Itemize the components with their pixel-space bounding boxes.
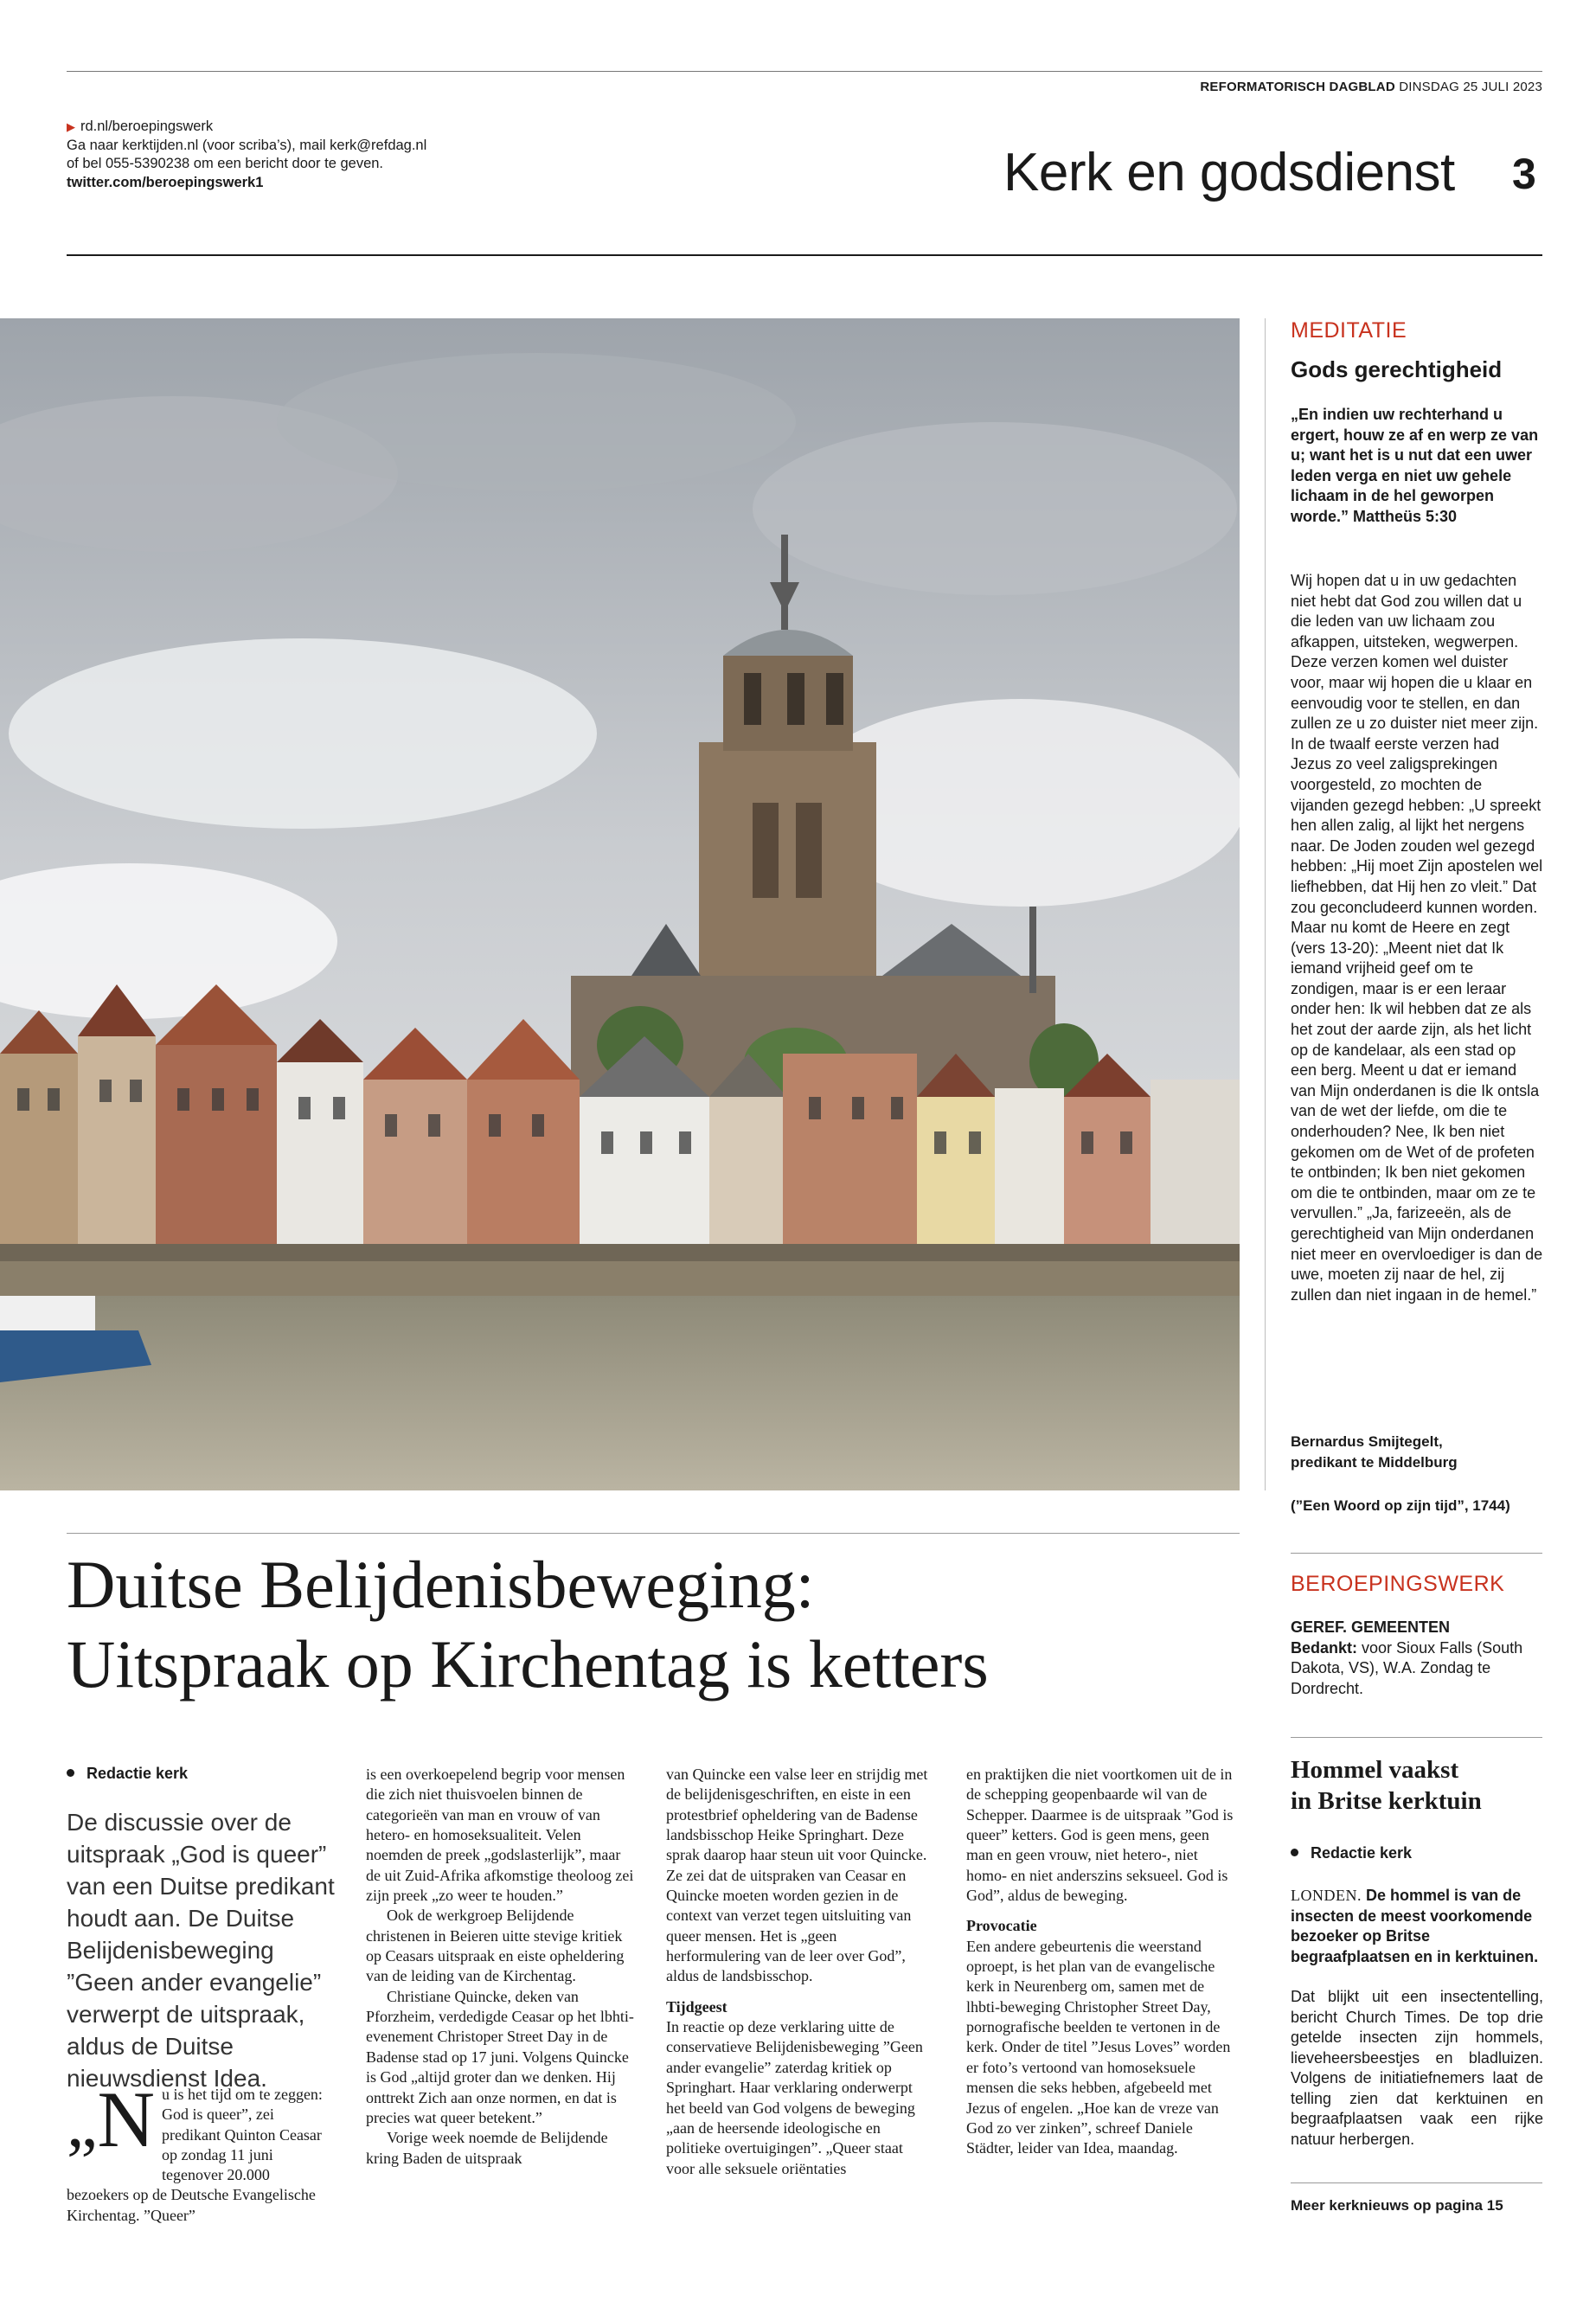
section-title: Kerk en godsdienst xyxy=(1003,143,1455,202)
hommel-title xyxy=(1291,1754,1543,1817)
bullet-icon xyxy=(1291,1849,1298,1856)
publication-line xyxy=(1200,80,1542,94)
hommel-body: Dat blijkt uit een insectentelling, bericht Church Times. De top drie getelde insecten zijn hommels, lieveheersbeestjes en bladluizen. Volgens de initiatiefnemers laat de telling zien dat kerktuinen en begraafplaatsen vaak een rijke natuur herbergen. xyxy=(1291,1988,1543,2148)
article-byline: Redactie kerk xyxy=(67,1765,188,1783)
article-rule xyxy=(67,1533,1240,1534)
beroepingswerk-kicker: BEROEPINGSWERK xyxy=(1291,1572,1505,1596)
paragraph: Christiane Quincke, deken van Pforzheim, verdedigde Ceasar op het lbhti-evenement Christoper Street Day in de Badense stad op 17 juni. Volgens Quincke is God „altijd groter dan we denken. Hij onttrekt Zich aan onze normen, en dat is precies wat queer betekent.” xyxy=(366,1987,634,2126)
sidebar-divider xyxy=(1265,318,1266,1490)
header-rule xyxy=(67,254,1542,256)
sidebar-rule xyxy=(1291,2182,1542,2183)
page-number: 3 xyxy=(1512,150,1536,198)
info-line-2: of bel 055-5390238 om een bericht door te geven. xyxy=(67,156,384,171)
article-intro: De discussie over de uitspraak „God is queer” van een Duitse predikant houdt aan. De Duitse Belijdenisbeweging ”Geen ander evangelie” verwerpt de uitspraak, aldus de Duitse nieuwsdienst Idea. xyxy=(67,1809,335,2092)
hommel-byline: Redactie kerk xyxy=(1291,1844,1412,1862)
column-1-text: u is het tijd om te zeggen: God is queer”, zei predikant Quinton Ceasar op zondag 11 juni tegenover 20.000 bezoekers op de Deutsche Evangelische Kirchentag. ”Queer” xyxy=(67,2086,323,2224)
meditatie-quote: „En indien uw rechterhand u ergert, houw ze af en werp ze van u; want het is u nut dat een uwer leden verga en niet uw gehele lichaam in de hel geworpen worde.” Mattheüs 5:30 xyxy=(1291,406,1539,525)
paragraph: Een andere gebeurtenis die weerstand oproept, is het plan van de evangelische kerk in Neurenberg om, samen met de lhbti-beweging Christopher Street Day, pornografische beelden te vertonen in de kerk. Onder de titel ”Jesus Loves” worden er foto’s vertoond van homoseksuele mensen die seks hebben, afgebeeld met Jezus of engelen. „Hoe kan de vreze van God zo ver zinken”, schreef Daniele Städter, leider van Idea, maandag. xyxy=(966,1937,1231,2157)
bullet-icon xyxy=(67,1769,74,1777)
author-role: predikant te Middelburg xyxy=(1291,1454,1458,1471)
paragraph: van Quincke een valse leer en strijdig met de belijdenisgeschriften, en eiste in een protestbrief opheldering van de Badense landsbisschop Heike Springhart. Deze sprak daarop haar steun uit voor Quincke. Ze zei dat de uitspraken van Ceasar en Quincke moeten worden gezien in de context van verzet tegen uitsluiting van queer mensen. Het is „geen herformulering van de leer over God”, aldus de landsbisschop. xyxy=(666,1766,928,1985)
lead-text: De hommel is van de insecten de meest voorkomende bezoeker op Britse begraafplaatsen en in kerktuinen. xyxy=(1291,1887,1539,1965)
meditatie-author xyxy=(1291,1432,1543,1473)
paragraph: Vorige week noemde de Belijdende kring Baden de uitspraak xyxy=(366,2129,608,2167)
article-column-4 xyxy=(966,1765,1234,2159)
sidebar-rule xyxy=(1291,1553,1542,1554)
meditatie-paragraph-1: Wij hopen dat u in uw gedachten niet hebt dat God zou willen dat u die leden van uw lichaam zou afkappen, uitsteken, wegwerpen. Deze verzen komen wel duister voor, maar wij hopen die u klaar en eenvoudig voor te stellen, en dan zullen ze u zo duister niet meer zijn. xyxy=(1291,572,1539,733)
publication-name: REFORMATORISCH DAGBLAD xyxy=(1200,80,1395,94)
hommel-lead xyxy=(1291,1886,1543,1967)
subheading: Tijdgeest xyxy=(666,1997,727,2016)
drop-cap: „N xyxy=(67,2075,155,2163)
sidebar-rule xyxy=(1291,1737,1542,1738)
article-column-3 xyxy=(666,1765,934,2179)
paragraph: Ook de werkgroep Belijdende christenen in Beieren uitte stevige kritiek op Ceasars uitspraak en eiste opheldering van de leiding van de Kirchentag. xyxy=(366,1907,625,1985)
meditatie-kicker: MEDITATIE xyxy=(1291,318,1407,343)
meditatie-title: Gods gerechtigheid xyxy=(1291,356,1503,382)
info-block xyxy=(67,118,551,192)
headline-line-2: Uitspraak op Kirchentag is ketters xyxy=(67,1626,989,1702)
status-label: Bedankt: xyxy=(1291,1638,1358,1657)
meditatie-paragraph-2: In de twaalf eerste verzen had Jezus zo veel zaligsprekingen voorgesteld, zo mochten de vijanden gezegd hebben: „U spreekt hen allen zalig, al lijkt het nergens naar. De Joden zouden wel gezegd hebben: „Hij moet Zijn apostelen wel liefhebben, dat Hij hen zo vleit.” Dat zou geconcludeerd kunnen worden. Maar nu komt de Heere en zegt (vers 13-20): „Meent niet dat Ik iemand vrijheid geef om te zondigen, maar is er een leraar onder hen: Ik wil hebben dat ze als het zout der aarde zijn, als het licht op de kandelaar, als een stad op een berg. Meent u dat er iemand van Mijn onderdanen is die Ik ontsla van de wet der liefde, om die te onderhouden? Nee, Ik ben niet gekomen om de Wet of de profeten te ontbinden; Ik ben niet gekomen om die te ontbinden, maar om ze te vervullen.” „Ja, farizeeën, als de gerechtigheid van Mijn onderdanen niet meer en overvloediger is dan de uwe, moeten zij naar de hel, zij zullen dan niet ingaan in de hemel.” xyxy=(1291,734,1543,1304)
publication-date: DINSDAG 25 JULI 2023 xyxy=(1399,80,1542,94)
church-name: GEREF. GEMEENTEN xyxy=(1291,1618,1451,1636)
dateline: LONDEN. xyxy=(1291,1887,1362,1904)
status-text: voor Sioux Falls (South Dakota, VS), W.A. Zondag te Dordrecht. xyxy=(1291,1638,1523,1697)
more-news-link[interactable]: Meer kerknieuws op pagina 15 xyxy=(1291,2197,1503,2214)
paragraph: In reactie op deze verklaring uitte de conservatieve Belijdenisbeweging ”Geen ander evangelie” zaterdag kritiek op Springhart. Haar verklaring onderwerpt het beeld van God volgens de beweging „aan de heersende ideologische en politieke overtuigingen”. „Queer staat voor alle seksuele oriëntaties xyxy=(666,2018,923,2177)
beroepingswerk-body xyxy=(1291,1618,1543,1699)
author-name: Bernardus Smijtegelt, xyxy=(1291,1433,1443,1450)
meditatie-body xyxy=(1291,571,1543,1305)
paragraph: en praktijken die niet voortkomen uit de in de schepping geopenbaarde wil van de Schepper. Daarmee is de uitspraak ”God is queer” ketters. God is geen mens, geen man en geen vrouw, niet hetero-, niet homo- en niet anderszins seksueel. God is God”, aldus de beweging. xyxy=(966,1766,1234,1905)
deventer-skyline-photo xyxy=(0,318,1240,1490)
info-link[interactable]: rd.nl/beroepingswerk xyxy=(80,119,214,134)
meditatie-source: (”Een Woord op zijn tijd”, 1744) xyxy=(1291,1497,1510,1514)
headline-line-1: Duitse Belijdenisbeweging: xyxy=(67,1547,815,1622)
twitter-link[interactable]: twitter.com/beroepingswerk1 xyxy=(67,174,264,190)
info-line-1: Ga naar kerktijden.nl (voor scriba’s), mail kerk@refdag.nl xyxy=(67,137,427,153)
article-headline xyxy=(67,1545,1240,1704)
paragraph: is een overkoepelend begrip voor mensen die zich niet thuisvoelen binnen de categorieën van man en vrouw of van hetero- en homoseksualiteit. Velen noemden de preek „godslasterlijk”, maar de uit Zuid-Afrika afkomstige theoloog zei zijn preek „zo weer te houden.” xyxy=(366,1766,634,1905)
hommel-title-line-1: Hommel vaakst xyxy=(1291,1756,1459,1784)
triangle-right-icon: ▶ xyxy=(67,120,75,133)
hommel-title-line-2: in Britse kerktuin xyxy=(1291,1787,1482,1815)
masthead-rule xyxy=(67,71,1542,72)
article-column-2 xyxy=(366,1765,634,2169)
article-column-1 xyxy=(67,2075,335,2226)
subheading: Provocatie xyxy=(966,1917,1037,1935)
